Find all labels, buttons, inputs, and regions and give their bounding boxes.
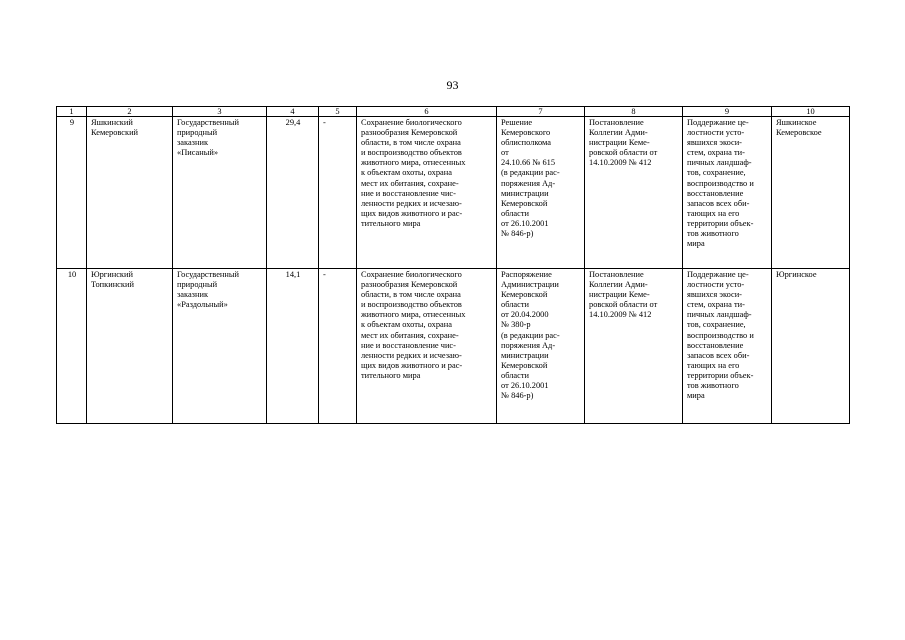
- reserve-name-cell: Государственный природный заказник «Раздольный»: [173, 269, 267, 424]
- column-header: 2: [87, 107, 173, 117]
- regulation-cell: Постановление Коллегии Адми- нистрации Кеме- ровской области от 14.10.2009 № 412: [585, 269, 683, 424]
- districts-cell: Яшкинский Кемеровский: [87, 117, 173, 269]
- establishing-doc-cell: Распоряжение Администрации Кемеровской области от 20.04.2000 № 380-р (в редакции рас- поряжения Ад- министрации Кемеровской области от 26.10.2001 № 846-р): [497, 269, 585, 424]
- reserves-table: [56, 106, 850, 424]
- column-header: 9: [683, 107, 772, 117]
- reserve-name-cell: Государственный природный заказник «Писаный»: [173, 117, 267, 269]
- tasks-cell: Поддержание це- лостности усто- явшихся экоси- стем, охрана ти- пичных ландшаф- тов, сохранение, воспроизводство и восстановление запасов всех оби- тающих на его территории объек- тов животного мира: [683, 269, 772, 424]
- purpose-cell: Сохранение биологического разнообразия Кемеровской области, в том числе охрана и воспроизводство объектов животного мира, отнесенных к объектам охоты, охрана мест их обитания, сохране- ние и восстановление чис- ленности редких и исчезаю- щих видов животного и рас- тительного мира: [357, 117, 497, 269]
- hunting-area-cell: Юргинское: [772, 269, 850, 424]
- table-header: [57, 107, 850, 117]
- column-header: 5: [319, 107, 357, 117]
- column-5-cell: -: [319, 269, 357, 424]
- area-cell: 29,4: [267, 117, 319, 269]
- regulation-cell: Постановление Коллегии Адми- нистрации Кеме- ровской области от 14.10.2009 № 412: [585, 117, 683, 269]
- tasks-cell: Поддержание це- лостности усто- явшихся экоси- стем, охрана ти- пичных ландшаф- тов, сохранение, воспроизводство и восстановление запасов всех оби- тающих на его территории объек- тов животного мира: [683, 117, 772, 269]
- purpose-cell: Сохранение биологического разнообразия Кемеровской области, в том числе охрана и воспроизводство объектов животного мира, отнесенных к объектам охоты, охрана мест их обитания, сохране- ние и восстановление чис- ленности редких и исчезаю- щих видов животного и рас- тительного мира: [357, 269, 497, 424]
- area-cell: 14,1: [267, 269, 319, 424]
- column-header: 4: [267, 107, 319, 117]
- column-header: 6: [357, 107, 497, 117]
- hunting-area-cell: Яшкинское Кемеровское: [772, 117, 850, 269]
- page-number: 93: [446, 78, 459, 92]
- establishing-doc-cell: Решение Кемеровского облисполкома от 24.10.66 № 615 (в редакции рас- поряжения Ад- министрации Кемеровской области от 26.10.2001 № 846-р): [497, 117, 585, 269]
- column-header: 7: [497, 107, 585, 117]
- column-header: 10: [772, 107, 850, 117]
- column-header: 1: [57, 107, 87, 117]
- column-5-cell: -: [319, 117, 357, 269]
- row-number-cell: 9: [57, 117, 87, 269]
- table-row: [57, 269, 850, 424]
- table-row: [57, 117, 850, 269]
- column-header: 3: [173, 107, 267, 117]
- column-header: 8: [585, 107, 683, 117]
- districts-cell: Юргинский Топкинский: [87, 269, 173, 424]
- row-number-cell: 10: [57, 269, 87, 424]
- column-number-row: [57, 107, 850, 117]
